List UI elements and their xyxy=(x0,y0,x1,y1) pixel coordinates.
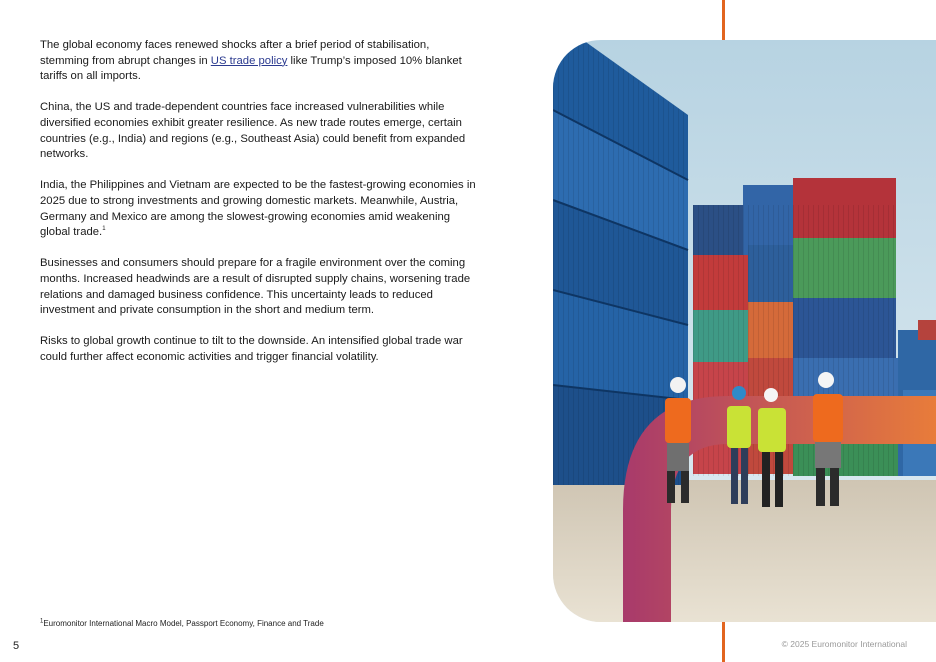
accent-line-top xyxy=(722,0,725,40)
footnote: $^1$Euromonitor International Macro Model, Passport Economy, Finance and Trade xyxy=(40,618,324,628)
page-number: 5 xyxy=(13,640,20,652)
paragraph-1: The global economy faces renewed shocks after a brief period of stabilisation, stemming from abrupt changes in US trade policy like Trump’s imposed 10% blanket tariffs on all imports. xyxy=(40,39,462,83)
us-trade-policy-link[interactable]: US trade policy xyxy=(210,54,288,67)
copyright-text: © 2025 Euromonitor International xyxy=(781,639,907,649)
paragraph-5: Risks to global growth continue to tilt to the downside. An intensified global trade war could further affect economic activities and trigger financial volatility. xyxy=(40,335,463,363)
paragraph-4: Businesses and consumers should prepare for a fragile environment over the coming months. Increased headwinds are a result of disrupted supply chains, worsening trade relations and damaged business confidence. This uncertainty leads to reduced investment and private consumption in the short and medium term. xyxy=(40,257,471,317)
accent-line-bottom xyxy=(722,622,725,662)
body-text xyxy=(40,38,480,381)
shipping-containers-photo xyxy=(553,40,936,622)
paragraph-3: India, the Philippines and Vietnam are expected to be the fastest-growing economies in 2025 due to strong investments and growing domestic markets. Meanwhile, Austria, Germany and Mexico are among the slowest-growing economies amid weakening global trade.$^1$ xyxy=(40,179,476,239)
paragraph-2: China, the US and trade-dependent countries face increased vulnerabilities while diversified economies exhibit greater resilience. As new trade routes emerge, certain countries (e.g., India) and regions (e.g., Southeast Asia) could benefit from expanded networks. xyxy=(40,101,466,161)
footnote-ref: 1 xyxy=(102,226,106,233)
